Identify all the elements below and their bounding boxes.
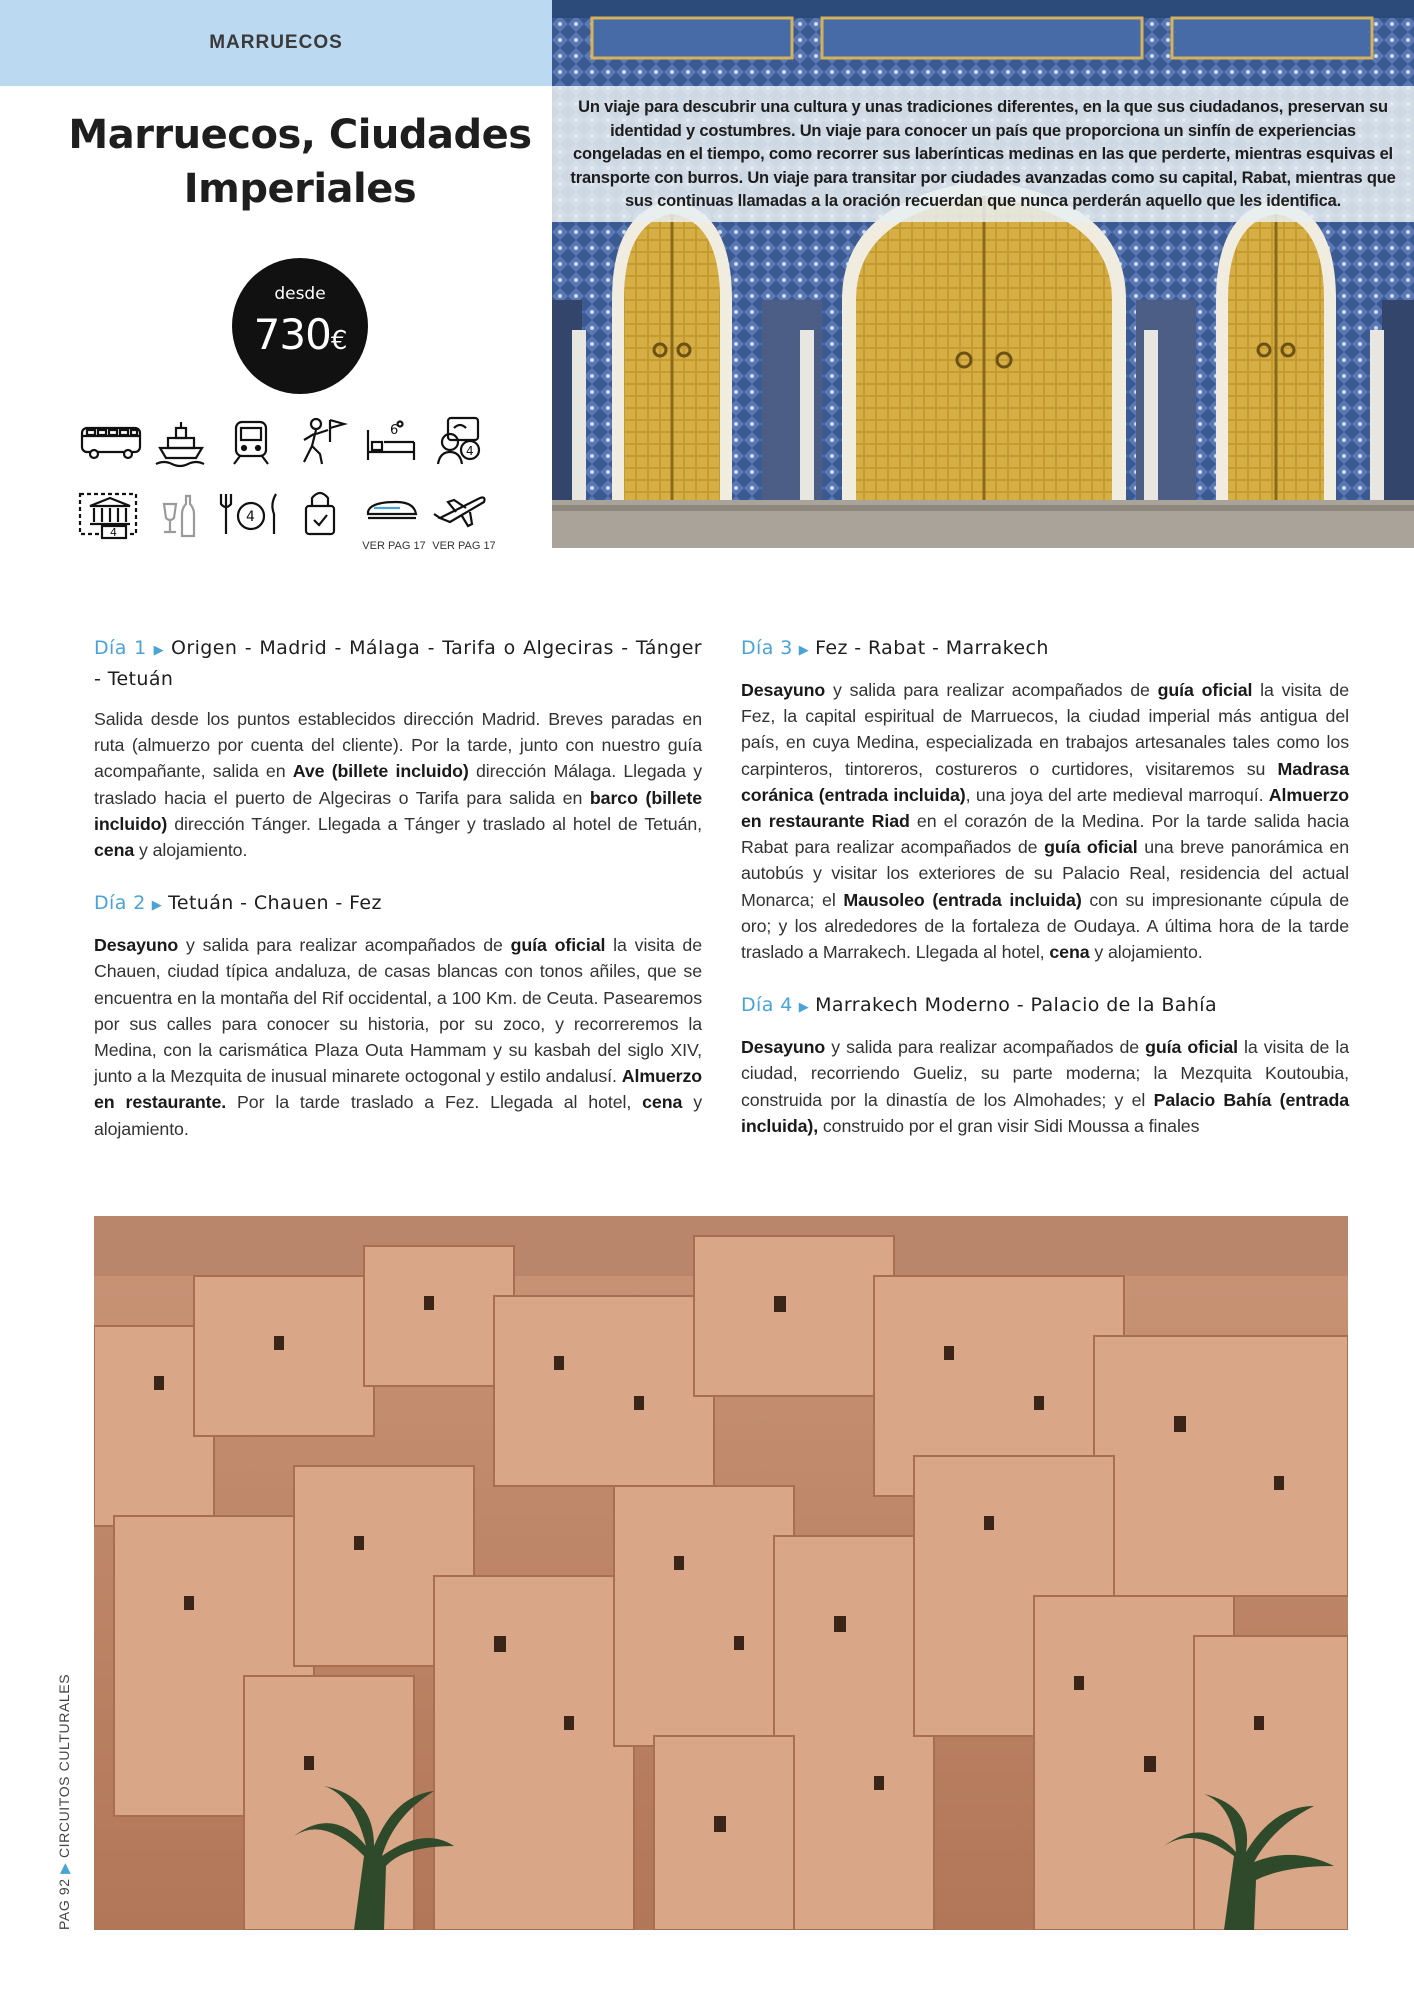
guide-icon [286, 412, 356, 472]
bold-run: barco (billete incluido) [94, 787, 702, 834]
day-arrow-icon: ▶ [151, 898, 163, 914]
day-4-heading [741, 991, 1349, 1022]
text-run: en el corazón de la Medina. Por la tarde salida hacia Rabat para realizar acompañados de [741, 811, 1349, 858]
day-3 [741, 634, 1349, 965]
text-run: la visita de Fez, la capital espiritual de Marruecos, la ciudad imperial más antigua del país, en cuya Medina, especializada en trabajos artesanales tales como los carpinteros, tintoreros, costureros o curtidores, visitaremos su [741, 680, 1349, 779]
day-2-title: Tetuán - Chauen - Fez [168, 892, 382, 915]
day-1 [94, 634, 702, 863]
intro-overlay [552, 86, 1414, 222]
day-2-text [94, 932, 702, 1142]
price-currency: € [330, 326, 347, 356]
day-2 [94, 889, 702, 1142]
price-amount [232, 310, 368, 359]
bold-run: Almuerzo en restaurante. [94, 1066, 702, 1113]
text-run: dirección Málaga. Llegada y traslado hacia el puerto de Algeciras o Tarifa para salida en [94, 761, 702, 808]
bold-run: cena [1049, 942, 1090, 963]
text-run: y alojamiento. [134, 840, 248, 861]
meals-icon [216, 484, 286, 544]
bold-run: guía oficial [1044, 837, 1138, 858]
bold-run: Madrasa coránica (entrada incluida) [741, 758, 1349, 805]
local-guide-icon [426, 412, 496, 472]
bold-run: Almuerzo en restaurante Riad [741, 784, 1350, 832]
text-run: y salida para realizar acompañados de [825, 680, 1158, 700]
text-run: y alojamiento. [94, 1092, 702, 1139]
text-run: dirección Tánger. Llegada a Tánger y traslado al hotel de Tetuán, [167, 813, 702, 834]
country-band [0, 0, 552, 86]
text-run: y salida para realizar acompañados de [825, 1037, 1146, 1058]
day-arrow-icon: ▶ [798, 643, 810, 658]
intro-text: Un viaje para descubrir una cultura y unas tradiciones diferentes, en la que sus ciudadanos, preservan su identidad y costumbres. Un viaje para conocer un país que proporciona un sinfín de experiencias congeladas en el tiempo, como recorrer sus laberínticas medinas en las que perderte, mientras esquivas el transporte con burros. Un viaje para transitar por ciudades avanzadas como su capital, Rabat, mientras que sus continuas llamadas a la oración recuerdan que nunca perderán aquello que les identifica. [570, 98, 1396, 211]
bus-icon [76, 412, 146, 472]
day-3-heading [741, 634, 1349, 665]
day-arrow-icon: ▶ [152, 643, 166, 658]
text-run: construido por el gran visir Sidi Moussa a finales [818, 1115, 1200, 1136]
bold-run: Ave (billete incluido) [292, 761, 469, 782]
day-1-title: Origen - Madrid - Málaga - Tarifa o Algeciras - Tánger - Tetuán [94, 637, 702, 690]
bold-run: guía oficial [1145, 1037, 1238, 1058]
bold-run: guía oficial [510, 935, 606, 956]
high-speed-train-icon [356, 484, 426, 552]
day-4-text [741, 1034, 1349, 1139]
drinks-icon [146, 484, 216, 544]
svg-text:4: 4 [246, 509, 255, 525]
price-from-label: desde [274, 284, 326, 304]
day-3-text [741, 677, 1349, 965]
day-2-number: Día 2 [94, 892, 146, 915]
bold-run: Desayuno [741, 1037, 826, 1058]
bold-run: cena [642, 1092, 683, 1113]
bold-run: Mausoleo (entrada incluida) [843, 889, 1082, 910]
page-footer-label [56, 1674, 73, 1930]
bold-run: guía oficial [1157, 680, 1253, 700]
bold-run: Desayuno [94, 935, 179, 956]
section-name: CIRCUITOS CULTURALES [56, 1673, 72, 1859]
text-run: una breve panorámica en autobús y visitar los exteriores de su Palacio Real, residencia del actual Monarca; el [741, 837, 1349, 910]
text-run: la visita de la ciudad, recorriendo Gueliz, su parte moderna; la Mezquita Koutoubia, construida por la dinastía de los Almohades; y el [741, 1037, 1349, 1110]
text-run: , una joya del arte medieval marroquí. [965, 784, 1269, 805]
day-3-title: Fez - Rabat - Marrakech [815, 637, 1049, 659]
kasbah-photo [94, 1216, 1348, 1930]
text-run: y salida para realizar acompañados de [178, 935, 511, 956]
day-4-number: Día 4 [741, 994, 793, 1017]
text-run: con su impresionante cúpula de oro; y los alrededores de la fortaleza de Oudaya. A última hora de la tarde traslado a Marrakech. Llegada al hotel, [741, 889, 1349, 963]
bold-run: cena [94, 840, 135, 861]
ship-icon [146, 412, 216, 472]
svg-text:4: 4 [466, 444, 474, 458]
day-4-title: Marrakech Moderno - Palacio de la Bahía [815, 994, 1218, 1017]
insurance-icon [286, 484, 356, 544]
itinerary-left-column [94, 634, 702, 1168]
itinerary-right-column [741, 634, 1349, 1165]
bold-run: Palacio Bahía (entrada incluida), [741, 1089, 1349, 1136]
title-line-2: Imperiales [183, 166, 417, 212]
text-run: la visita de Chauen, ciudad típica andaluza, de casas blancas con tonos añiles, que se encuentra en la montaña del Rif occidental, a 100 Km. de Ceuta. Pasearemos por sus calles para conocer su historia, por su zoco, y recorreremos la Medina, con la carismática Plaza Outa Hammam y su kasbah del siglo XIV, junto a la Mezquita de inusual minarete octogonal y estilo andalusí. [94, 935, 702, 1087]
page-number: PAG 92 [56, 1878, 72, 1930]
high-speed-train-caption: VER PAG 17 [362, 540, 426, 552]
svg-text:4: 4 [110, 526, 117, 539]
plane-icon [426, 484, 496, 552]
day-1-heading [94, 634, 702, 694]
day-2-heading [94, 889, 702, 920]
hero-photo-palace-doors [552, 0, 1414, 548]
day-1-text [94, 706, 702, 863]
day-1-number: Día 1 [94, 637, 147, 659]
footer-arrow-icon: ▶ [56, 1862, 72, 1874]
bold-run: Desayuno [741, 680, 826, 700]
hotel-bed-icon [356, 412, 426, 472]
title-line-1: Marruecos, Ciudades [68, 112, 532, 158]
day-4 [741, 991, 1349, 1139]
trip-title [60, 108, 540, 216]
country-label: MARRUECOS [209, 32, 343, 53]
train-icon [216, 412, 286, 472]
day-arrow-icon: ▶ [798, 1000, 810, 1016]
text-run: Por la tarde traslado a Fez. Llegada al hotel, [226, 1092, 643, 1113]
text-run: Salida desde los puntos establecidos dirección Madrid. Breves paradas en ruta (almuerzo por cuenta del cliente). Por la tarde, junto con nuestro guía acompañante, salida en [94, 709, 702, 782]
monuments-tickets-icon [76, 484, 146, 544]
price-badge [232, 258, 368, 394]
price-value: 730 [253, 310, 331, 359]
plane-caption: VER PAG 17 [432, 540, 496, 552]
day-3-number: Día 3 [741, 637, 793, 659]
svg-text:6: 6 [390, 423, 399, 438]
text-run: y alojamiento. [1089, 942, 1203, 963]
